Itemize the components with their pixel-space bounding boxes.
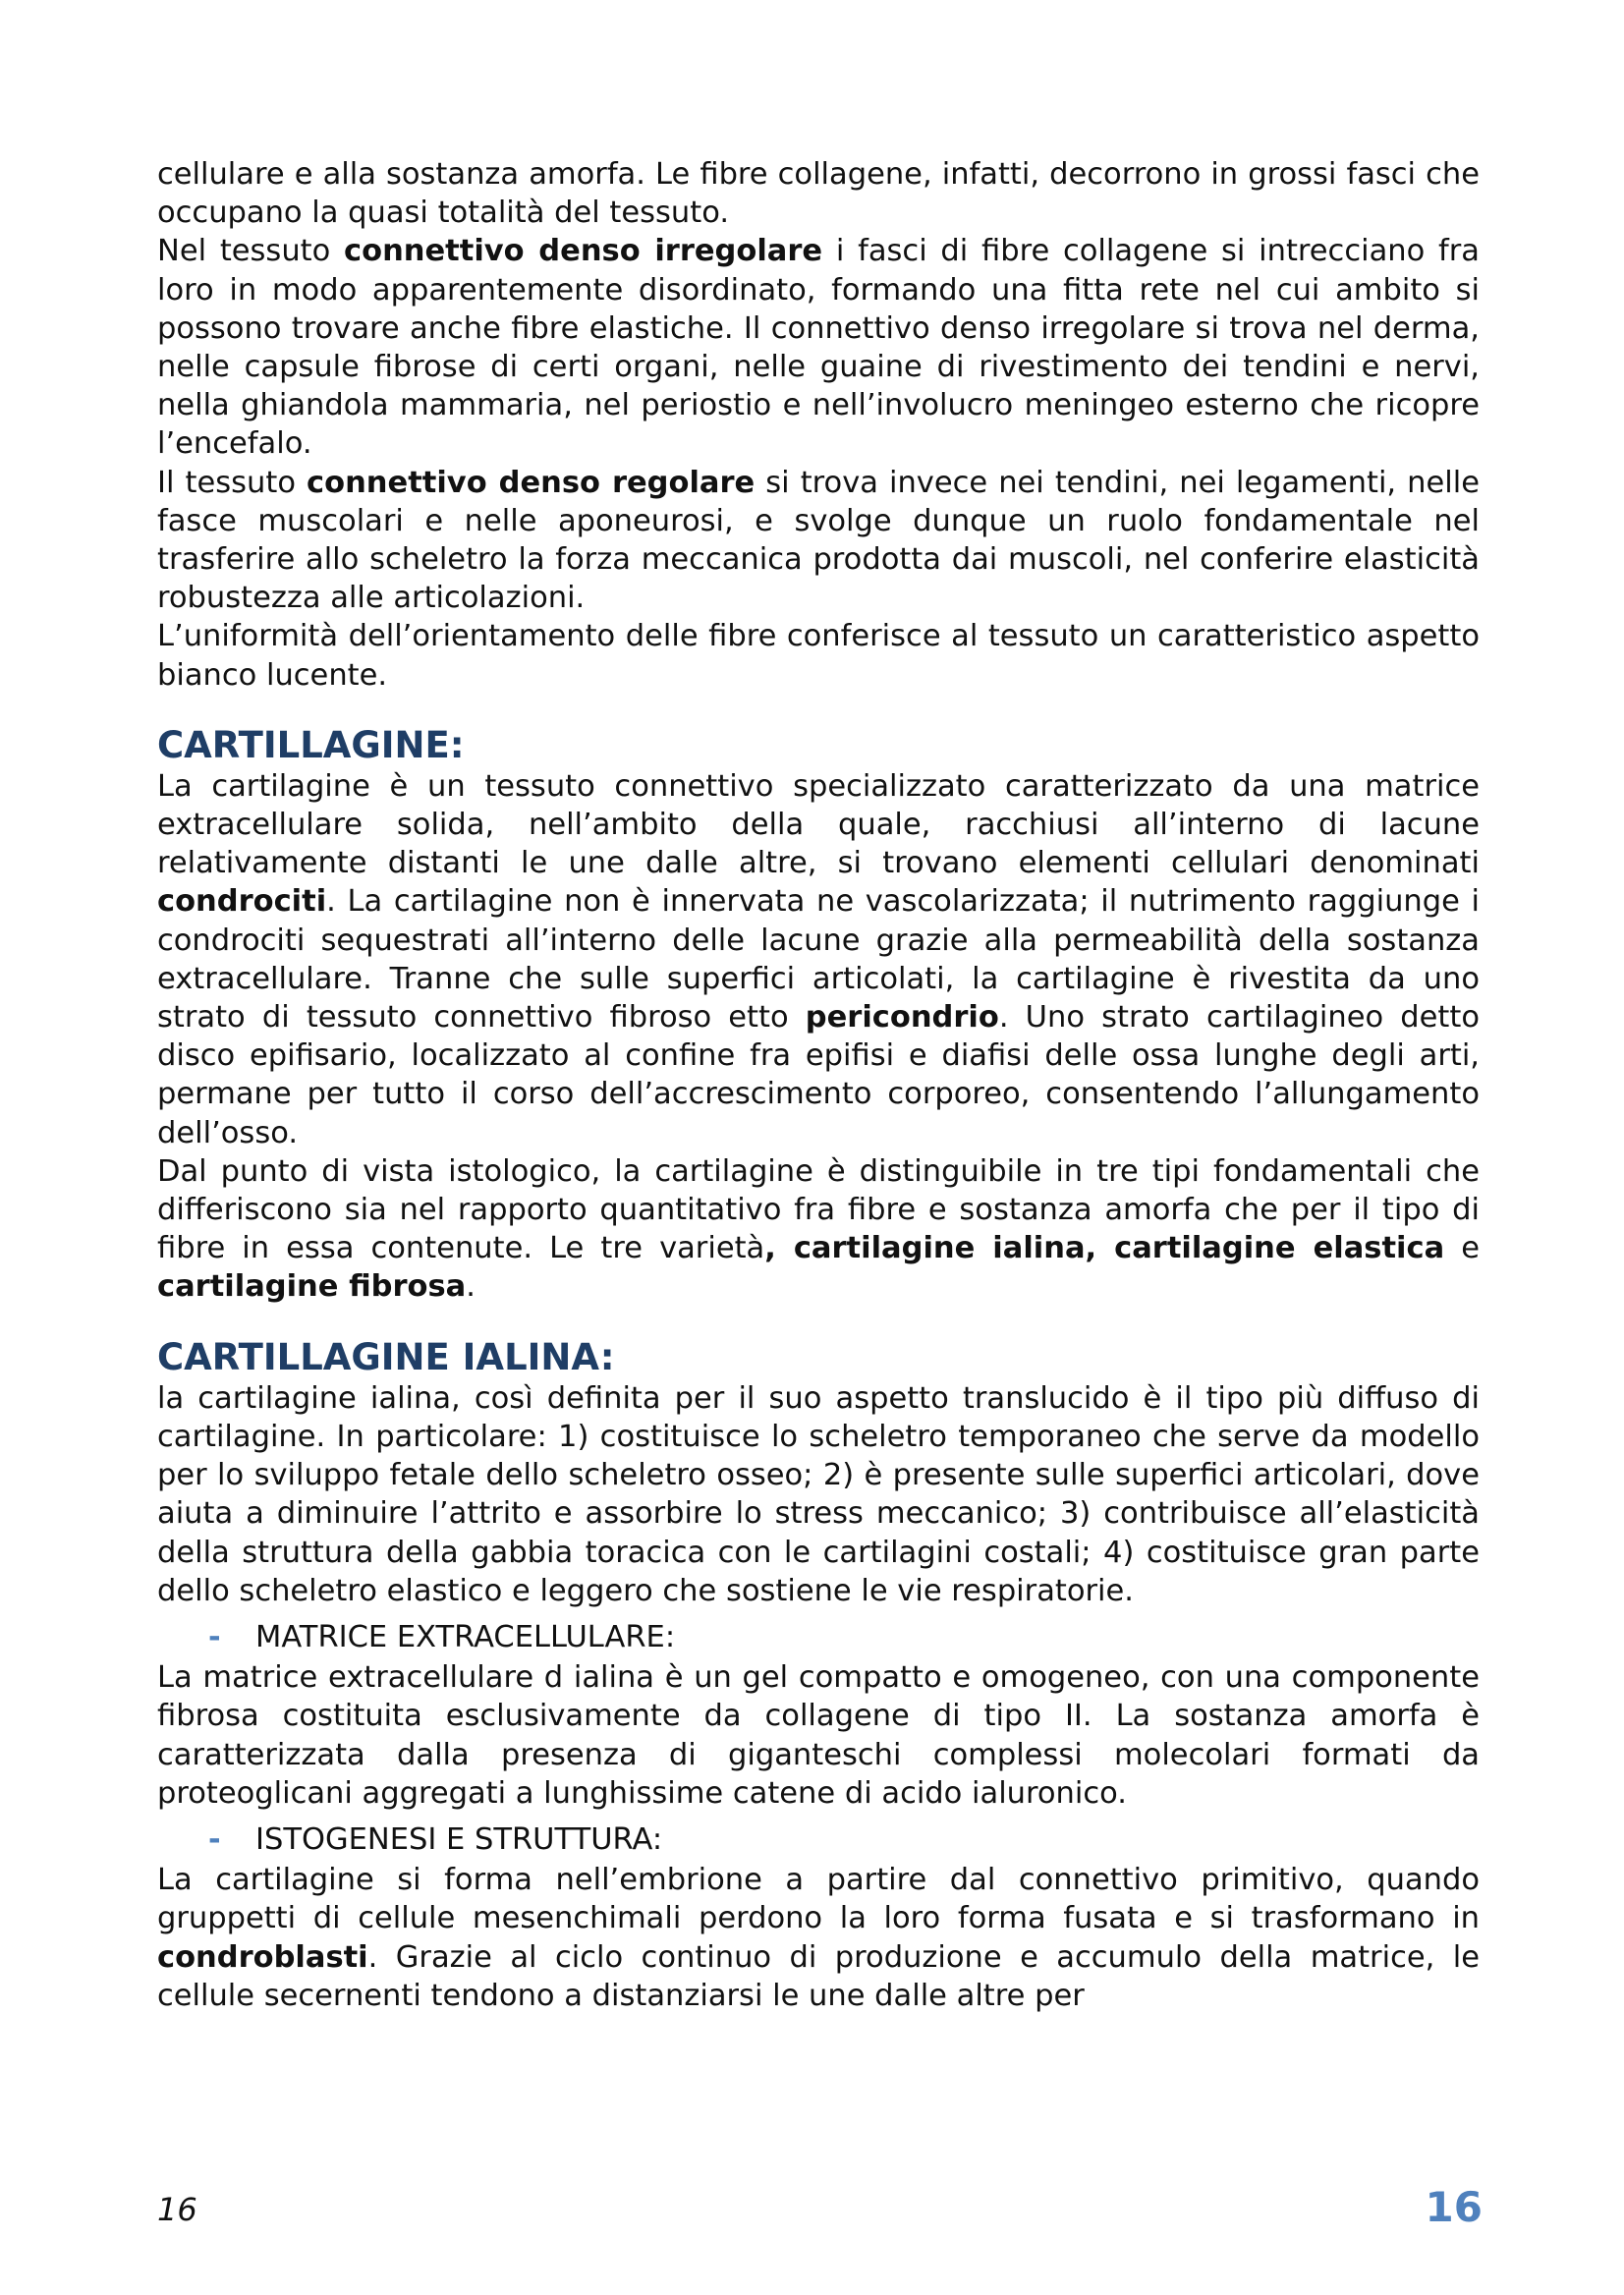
bullet-matrice-extracellulare <box>157 1618 1480 1656</box>
paragraph-text: . La cartilagine non è innervata ne vascolarizzata; il nutrimento raggiunge i condrociti sequestrati all’interno delle lacune grazie alla permeabilità della sostanza extracellulare. Tranne che sulle superfici articolati, la cartilagine è rivestita da uno strato di tessuto connettivo fibroso etto <box>157 884 1480 1036</box>
paragraph-cartilagine-definizione <box>157 767 1480 1152</box>
bullet-istogenesi-struttura <box>157 1820 1480 1859</box>
paragraph-matrice <box>157 1658 1480 1813</box>
paragraph-text: Dal punto di vista istologico, la cartilagine è distinguibile in tre tipi fondamentali che differiscono sia nel rapporto quantitativo fra fibre e sostanza amorfa che per il tipo di fibre in essa contenute. Le tre varietà <box>157 1153 1480 1266</box>
paragraph-text: i fasci di fibre collagene si intrecciano fra loro in modo apparentemente disordinato, formando una fitta rete nel cui ambito si possono trovare anche fibre elastiche. Il connettivo denso irregolare si trova nel derma, nelle capsule fibrose di certi organi, nelle guaine di rivestimento dei tendini e nervi, nella ghiandola mammaria, nel periostio e nell’involucro meningeo esterno che ricopre l’encefalo. <box>157 234 1480 462</box>
paragraph-cartilagine-tipi <box>157 1152 1480 1307</box>
paragraph-text: cellulare e alla sostanza amorfa. Le fibre collagene, infatti, decorrono in grossi fasci che occupano la quasi totalità del tessuto. <box>157 157 1480 231</box>
paragraph-text: La matrice extracellulare d ialina è un gel compatto e omogeneo, con una componente fibrosa costituita esclusivamente da collagene di tipo II. La sostanza amorfa è caratterizzata dalla presenza di giganteschi complessi molecolari formati da proteoglicani aggregati a lunghissime catene di acido ialuronico. <box>157 1660 1480 1811</box>
dash-bullet-icon: - <box>208 1619 221 1654</box>
paragraph-text: Nel tessuto <box>157 234 345 269</box>
bold-term: condroblasti <box>157 1939 368 1975</box>
paragraph-text: . Grazie al ciclo continuo di produzione e accumulo della matrice, le cellule secernenti tendono a distanziarsi le une dalle altre per <box>157 1939 1480 2013</box>
heading-cartilagine-ialina: CARTILLAGINE IALINA: <box>157 1335 615 1378</box>
paragraph-text: . <box>466 1269 476 1305</box>
paragraph-denso-irregolare <box>157 232 1480 463</box>
paragraph-denso-regolare <box>157 464 1480 618</box>
paragraph-ialina-definizione <box>157 1379 1480 1610</box>
bold-term: condrociti <box>157 884 327 920</box>
footer-page-number-right: 16 <box>1425 2183 1483 2231</box>
bold-term: cartilagine fibrosa <box>157 1269 467 1305</box>
page-body <box>157 155 1480 2015</box>
paragraph-text: la cartilagine ialina, così definita per il suo aspetto translucido è il tipo più diffuso di cartilagine. In particolare: 1) costituisce lo scheletro temporaneo che serve da modello per lo sviluppo fetale dello scheletro osseo; 2) è presente sulle superfici articolari, dove aiuta a diminuire l’attrito e assorbire lo stress meccanico; 3) contribuisce all’elasticità della struttura della gabbia toracica con le cartilagini costali; 4) costituisce gran parte dello scheletro elastico e leggero che sostiene le vie respiratorie. <box>157 1380 1480 1608</box>
bold-term: , cartilagine ialina, cartilagine elastica <box>764 1231 1445 1266</box>
bold-term: connettivo denso regolare <box>307 465 756 500</box>
paragraph-uniformita <box>157 617 1480 694</box>
paragraph-intro <box>157 155 1480 232</box>
paragraph-text: e <box>1444 1231 1480 1266</box>
paragraph-text: L’uniformità dell’orientamento delle fibre conferisce al tessuto un caratteristico aspetto bianco lucente. <box>157 619 1480 693</box>
bullet-label: ISTOGENESI E STRUTTURA: <box>255 1821 663 1857</box>
paragraph-text: . Uno strato cartilagineo detto disco epifisario, localizzato al confine fra epifisi e diafisi delle ossa lunghe degli arti, permane per tutto il corso dell’accrescimento corporeo, consentendo l’allungamento dell’osso. <box>157 1000 1480 1150</box>
paragraph-text: La cartilagine è un tessuto connettivo specializzato caratterizzato da una matrice extracellulare solida, nell’ambito della quale, racchiusi all’interno di lacune relativamente distanti le une dalle altre, si trovano elementi cellulari denominati <box>157 768 1480 881</box>
paragraph-istogenesi <box>157 1861 1480 2015</box>
dash-bullet-icon: - <box>208 1821 221 1857</box>
bullet-label: MATRICE EXTRACELLULARE: <box>255 1619 676 1654</box>
heading-cartilagine: CARTILLAGINE: <box>157 723 465 766</box>
paragraph-text: si trova invece nei tendini, nei legamenti, nelle fasce muscolari e nelle aponeurosi, e svolge dunque un ruolo fondamentale nel trasferire allo scheletro la forza meccanica prodotta dai muscoli, nel conferire elasticità robustezza alle articolazioni. <box>157 465 1480 616</box>
bold-term: pericondrio <box>805 1000 999 1036</box>
bold-term: connettivo denso irregolare <box>344 234 823 269</box>
footer-page-number-left: 16 <box>157 2191 197 2228</box>
paragraph-text: La cartilagine si forma nell’embrione a partire dal connettivo primitivo, quando gruppetti di cellule mesenchimali perdono la loro forma fusata e si trasformano in <box>157 1863 1480 1936</box>
paragraph-text: Il tessuto <box>157 465 308 500</box>
